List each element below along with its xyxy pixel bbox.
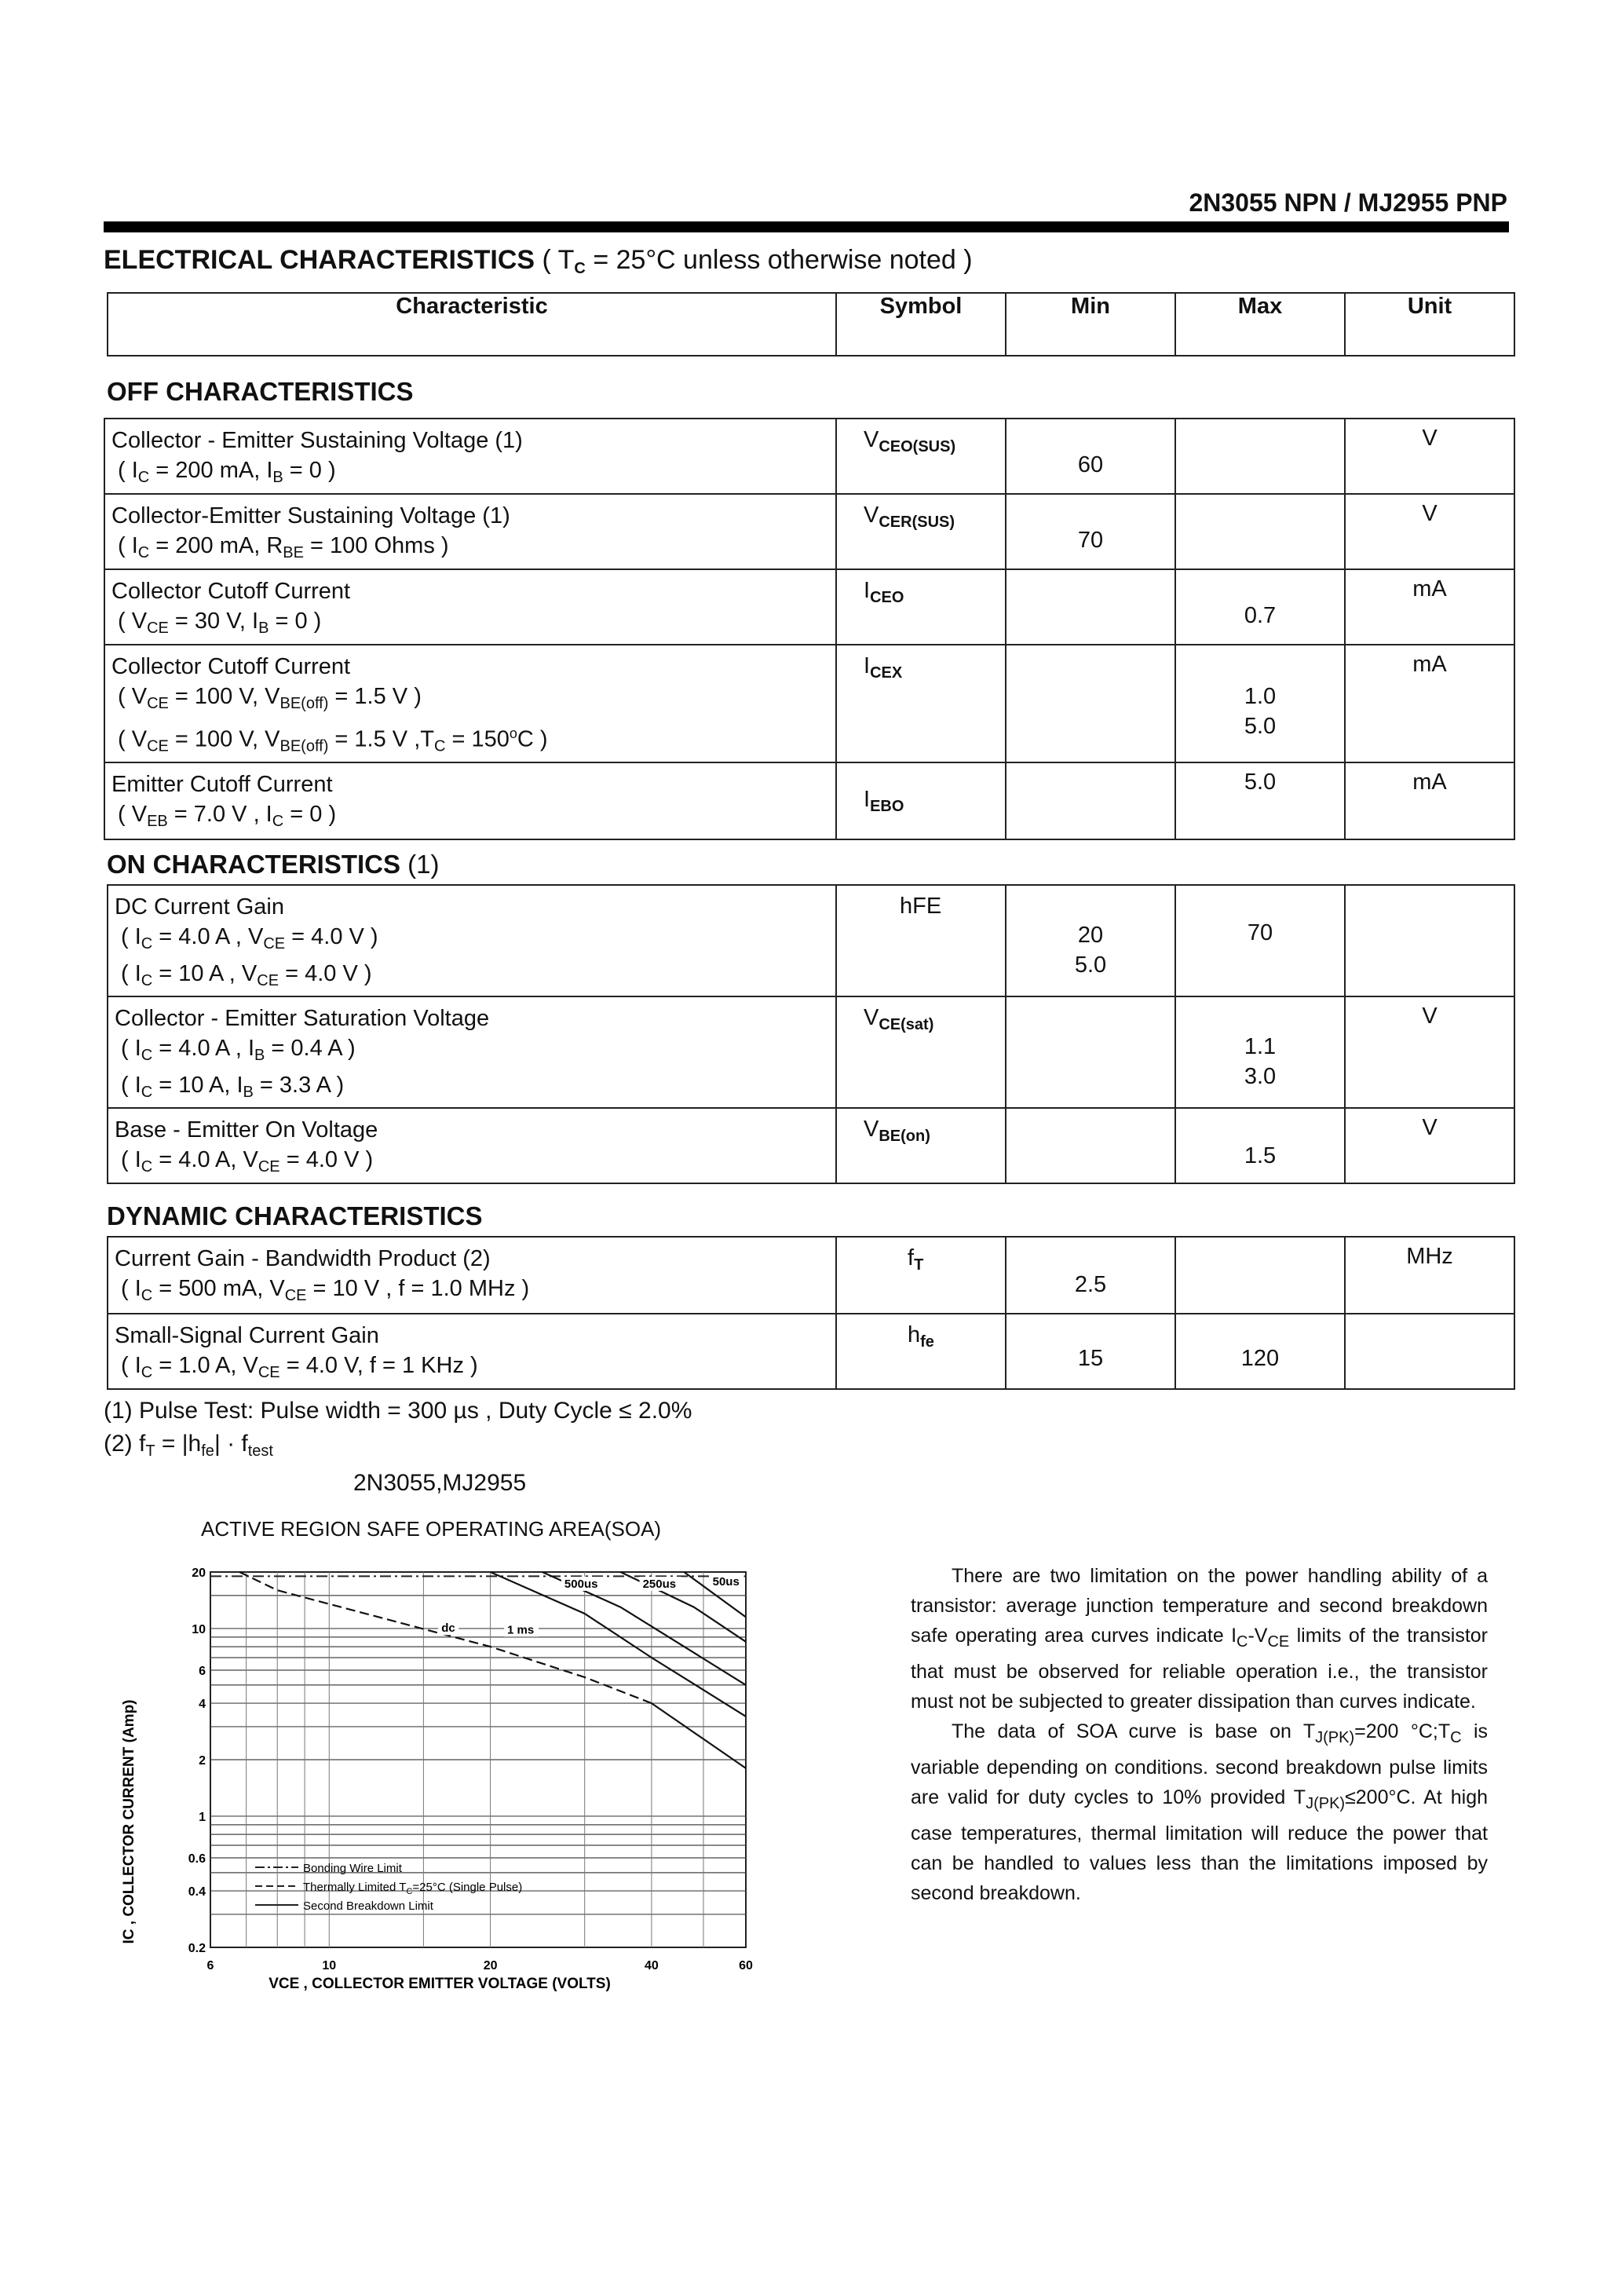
y-axis-label: IC , COLLECTOR CURRENT (Amp) [121, 1699, 137, 1944]
y-tick-label: 10 [192, 1622, 206, 1636]
y-tick-label: 0.6 [188, 1852, 206, 1866]
figure-part-label: 2N3055,MJ2955 [353, 1470, 527, 1496]
paragraph-1: There are two limitation on the power handling ability of a transistor: average junction temperature and second breakdown safe operating area curves indicate $I_C-V_{CE}$ limits of the transistor that must be observed for reliable operation i.e., the transistor must not be subjected to greater dissipation than curves indicate. [911, 1565, 1488, 1713]
table-row: Collector - Emitter Sustaining Voltage (1) ( $I_C = 200$ mA, $I_B = 0$ ) $V_{CEO(SUS)}$ 60 V [104, 419, 1514, 494]
soa-curve-second-breakdown-limit [652, 1703, 746, 1768]
curve-label-50us: 50us [712, 1574, 740, 1589]
table-row: Emitter Cutoff Current ( $V_{EB} = 7.0$ V , $I_C = 0$ ) $I_{EBO}$ 5.0 mA [104, 762, 1514, 839]
on-characteristics-heading: ON CHARACTERISTICS (1) [107, 850, 440, 879]
figure-title: ACTIVE REGION SAFE OPERATING AREA(SOA) [201, 1517, 662, 1541]
x-tick-label: 20 [483, 1959, 498, 1972]
curve-label-dc: dc [441, 1621, 455, 1636]
col-symbol: Symbol [836, 293, 1006, 356]
table-row: Current Gain - Bandwidth Product (2) ( $I_C = 500$ mA, $V_{CE} = 10$ V , f = 1.0 MHz ) $f_T$ 2.5 MHz [108, 1237, 1514, 1314]
x-tick-label: 10 [322, 1959, 337, 1972]
y-tick-label: 4 [199, 1698, 206, 1712]
table-row: Small-Signal Current Gain ( $I_C = 1.0$ A, $V_{CE} = 4.0$ V, f = 1 KHz ) $h_{fe}$ 15 120 [108, 1314, 1514, 1389]
y-tick-label: 2 [199, 1754, 206, 1768]
curve-label-1ms: 1 ms [507, 1623, 535, 1637]
col-max: Max [1175, 293, 1345, 356]
table-row: Collector-Emitter Sustaining Voltage (1) ( $I_C = 200$ mA, $R_{BE} = 100$ Ohms ) $V_{CER(SUS)}$ 70 V [104, 494, 1514, 569]
table-row: Collector - Emitter Saturation Voltage ( $I_C = 4.0$ A , $I_B = 0.4$ A ) ( $I_C = 10$ A, $I_B = 3.3$ A ) $V_{CE(sat)}$ 1.1 3.0 V [108, 996, 1514, 1108]
soa-curve-1-ms [491, 1572, 746, 1717]
legend-label-thermal: Thermally Limited $T_C=25^\circ C$ (Single Pulse) [303, 1881, 523, 1896]
footnotes [104, 1395, 692, 1468]
curve-label-500us: 500us [564, 1577, 598, 1591]
column-header-table [107, 292, 1515, 356]
x-tick-label: 6 [206, 1959, 214, 1972]
x-axis-label: VCE , COLLECTOR EMITTER VOLTAGE (VOLTS) [269, 1976, 611, 1992]
electrical-characteristics-title: ELECTRICAL CHARACTERISTICS ( $T_C = 25^\circ C$ unless otherwise noted ) [104, 245, 973, 277]
dynamic-characteristics-table [107, 1236, 1515, 1390]
footnote-1: (1) Pulse Test: Pulse width = 300 µs , Duty Cycle ≤ 2.0% [104, 1398, 692, 1424]
dynamic-characteristics-heading: DYNAMIC CHARACTERISTICS [107, 1201, 483, 1230]
soa-description [911, 1561, 1488, 1908]
y-tick-label: 0.2 [188, 1942, 206, 1955]
table-row: DC Current Gain ( $I_C = 4.0$ A , $V_{CE} = 4.0$ V ) ( $I_C = 10$ A , $V_{CE} = 4.0$ V ) hFE 20 5.0 70 [108, 885, 1514, 996]
table-row: Collector Cutoff Current ( $V_{CE} = 100$ V, $V_{BE(off)} = 1.5$ V ) ( $V_{CE} = 100$ V, $V_{BE(off)} = 1.5$ V $,T_C = 150^oC$ ) $I_{CEX}$ 1.0 5.0 mA [104, 645, 1514, 762]
col-characteristic: Characteristic [108, 293, 836, 356]
x-tick-label: 40 [645, 1959, 659, 1972]
on-characteristics-table [107, 884, 1515, 1184]
legend-label-bonding: Bonding Wire Limit [303, 1862, 402, 1875]
x-tick-label: 60 [739, 1959, 753, 1972]
y-tick-label: 0.4 [188, 1885, 206, 1899]
footnote-2: (2) $f_T = |h_{fe}| \cdot f_{test}$ [104, 1431, 273, 1460]
legend-label-second-breakdown: Second Breakdown Limit [303, 1899, 433, 1913]
col-min: Min [1006, 293, 1175, 356]
soa-curve-dc [239, 1572, 652, 1703]
table-row: Collector Cutoff Current ( $V_{CE} = 30$ V, $I_B = 0$ ) $I_{CEO}$ 0.7 mA [104, 569, 1514, 645]
soa-chart [110, 1555, 895, 1994]
part-number-header: 2N3055 NPN / MJ2955 PNP [1189, 188, 1507, 217]
table-row: Base - Emitter On Voltage ( $I_C = 4.0$ A, $V_{CE} = 4.0$ V ) $V_{BE(on)}$ 1.5 V [108, 1108, 1514, 1183]
y-tick-label: 1 [199, 1810, 206, 1824]
curve-label-250us: 250us [642, 1577, 677, 1591]
off-characteristics-heading: OFF CHARACTERISTICS [107, 377, 414, 406]
y-tick-label: 6 [199, 1664, 206, 1678]
paragraph-2: The data of SOA curve is base on $T_{J(PK)}=200$ $^\circ C;T_C$ is variable depending on conditions. second breakdown pulse limits are valid for duty cycles to 10% provided $T_{J(PK)}\le 200^\circ C$. At high case temperatures, thermal limitation will reduce the power that can be handled to values less than the limitations imposed by second breakdown. [911, 1720, 1489, 1904]
off-characteristics-table [104, 418, 1515, 840]
col-unit: Unit [1345, 293, 1514, 356]
header-rule [104, 221, 1509, 232]
chart-legend [255, 1862, 522, 1913]
y-tick-label: 20 [192, 1567, 206, 1580]
